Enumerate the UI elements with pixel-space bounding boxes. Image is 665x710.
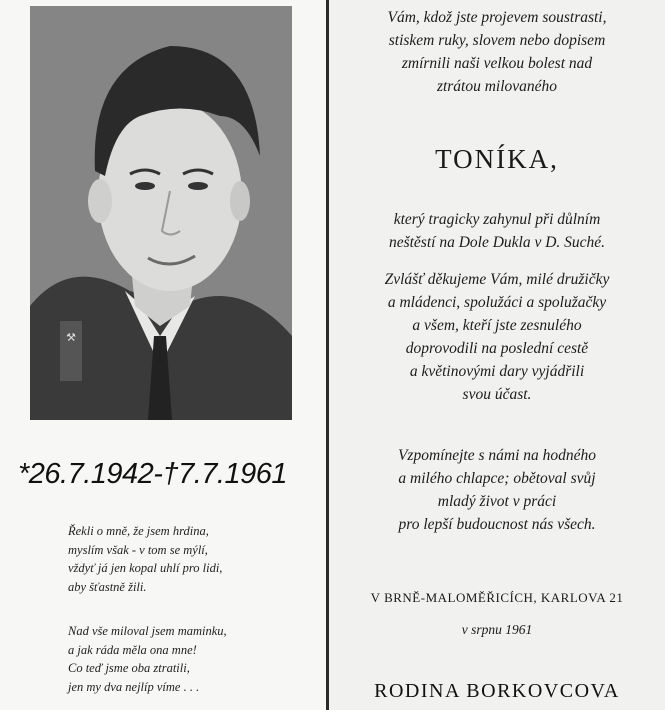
poem-line: myslím však - v tom se mýlí,: [68, 542, 208, 557]
portrait-photo: [30, 6, 292, 420]
poem-line: vždyť já jen kopal uhlí pro lidi,: [68, 561, 223, 575]
tragedy-text: [329, 208, 665, 254]
left-page: [0, 0, 326, 710]
text-line: stiskem ruky, slovem nebo dopisem: [388, 32, 606, 49]
poem-line: Co teď jsme oba ztratili,: [68, 661, 190, 675]
family-signature: RODINA BORKOVCOVA: [374, 680, 620, 702]
poem-line: aby šťastně žili.: [68, 579, 147, 594]
text-line: mladý život v práci: [437, 493, 557, 510]
svg-text:⚒: ⚒: [66, 331, 76, 344]
text-line: a milého chlapce; obětoval svůj: [398, 470, 596, 487]
text-line: Vzpomínejte s námi na hodného: [397, 447, 597, 464]
text-line: a všem, kteří jste zesnulého: [412, 317, 582, 334]
text-line: který tragicky zahynul při důlním: [393, 211, 601, 228]
text-line: doprovodili na poslední cestě: [405, 340, 589, 357]
poem-line: Nad vše miloval jsem maminku,: [68, 624, 227, 638]
text-line: zmírnili naši velkou bolest nad: [401, 55, 593, 72]
deceased-name: TONÍKA,: [435, 144, 559, 174]
text-line: svou účast.: [462, 386, 532, 403]
poem-line: Řekli o mně, že jsem hrdina,: [68, 524, 209, 538]
place-address: V BRNĚ-MALOMĚŘICÍCH, KARLOVA 21: [370, 590, 624, 605]
poem-stanza-1: [68, 522, 318, 596]
remember-text: [329, 444, 665, 536]
life-dates: *26.7.1942-†7.7.1961: [18, 458, 287, 490]
text-line: ztrátou milovaného: [436, 78, 558, 95]
poem-line: a jak ráda měla ona mne!: [68, 642, 197, 657]
issue-date: v srpnu 1961: [461, 622, 533, 637]
text-line: Vám, kdož jste projevem soustrasti,: [387, 9, 607, 26]
portrait-illustration: [30, 6, 292, 420]
intro-text: [329, 6, 665, 98]
text-line: pro lepší budoucnost nás všech.: [398, 516, 596, 533]
text-line: a květinovými dary vyjádřili: [409, 363, 585, 380]
right-page: [329, 0, 665, 710]
text-line: a mládenci, spolužáci a spolužačky: [387, 294, 607, 311]
poem-stanza-2: [68, 622, 318, 696]
text-line: Zvlášť děkujeme Vám, milé družičky: [384, 271, 610, 288]
poem-line: jen my dva nejlíp víme . . .: [68, 679, 200, 694]
thanks-text: [329, 268, 665, 406]
text-line: neštěstí na Dole Dukla v D. Suché.: [388, 234, 606, 251]
